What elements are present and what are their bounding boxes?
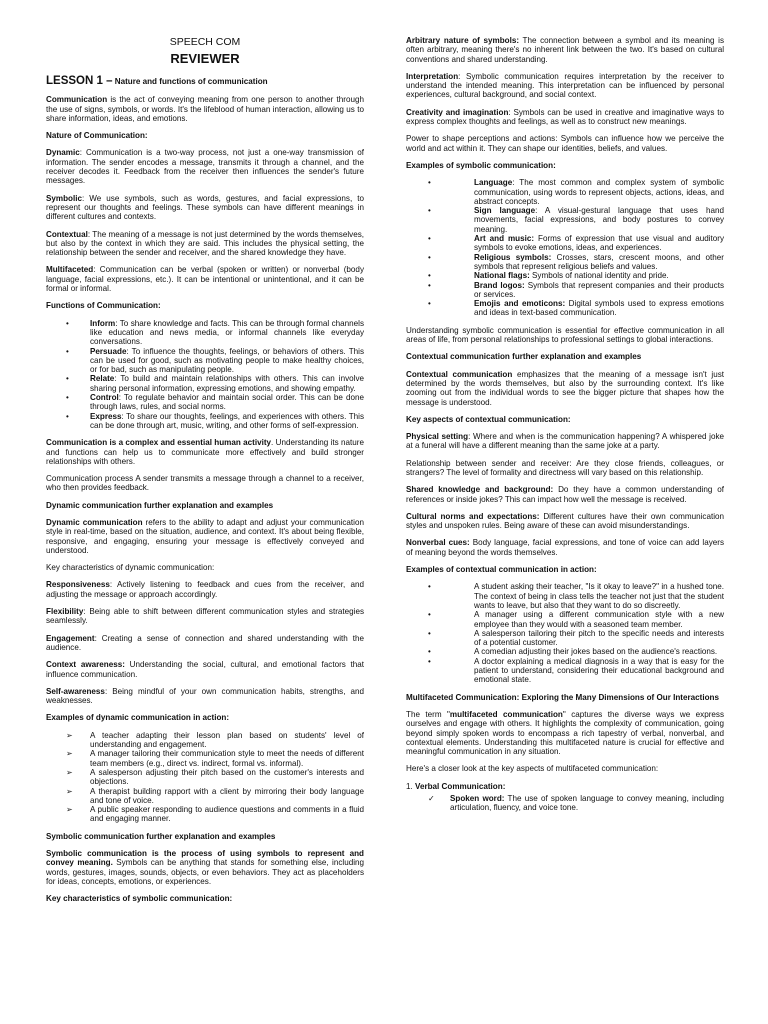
- list-item: [406, 647, 724, 656]
- arrow-bullet-icon: ➢: [66, 749, 73, 759]
- bullet-icon: •: [66, 374, 69, 384]
- contextual-aspect: [406, 485, 724, 504]
- item-text: Crosses, stars, crescent moons, and other symbols that represent religious beliefs and values.: [474, 252, 724, 271]
- term: Inform: [90, 318, 116, 328]
- paragraph-text: Understanding the social, cultural, and emotional factors that influence communication.: [46, 660, 365, 679]
- item-text: A comedian adjusting their jokes based on the audience's reactions.: [474, 647, 718, 657]
- power-paragraph: Power to shape perceptions and actions: Symbols can influence how we perceive the world and act within it. They can shape our identities, beliefs, and values.: [406, 134, 724, 153]
- term: Shared knowledge and background:: [406, 485, 554, 495]
- list-item: [406, 206, 724, 234]
- term: Language: [474, 178, 513, 188]
- paragraph-text: : Creating a sense of connection and shared understanding with the audience.: [46, 633, 364, 652]
- paragraph-text: : We use symbols, such as words, gestures, and facial expressions, to represent our thoughts and feelings. These symbols can have different meanings in different cultures and contexts.: [46, 193, 364, 222]
- symbolic-characteristic: [406, 108, 724, 127]
- term: Arbitrary nature of symbols:: [406, 36, 520, 45]
- term: Symbolic communication is the process of using symbols to represent and convey meaning.: [46, 849, 364, 868]
- dynamic-characteristic: [46, 580, 364, 599]
- item-text: : A visual-gestural language that uses hand movements, facial expressions, and body postures to convey meaning.: [474, 206, 724, 234]
- list-item: [406, 610, 724, 629]
- list-item: [46, 787, 364, 806]
- bullet-icon: •: [428, 628, 431, 638]
- bullet-icon: •: [428, 252, 431, 262]
- symbolic-key-heading: Key characteristics of symbolic communication:: [46, 894, 233, 904]
- dynamic-examples-list: [46, 731, 364, 824]
- paragraph-text: Body language, facial expressions, and tone of voice can add layers of meaning beyond the words themselves.: [406, 538, 724, 557]
- item-text: Symbols of national identity and pride.: [529, 271, 669, 281]
- paragraph-text: : Actively listening to feedback and cues from the receiver, and adjusting the message or approach accordingly.: [46, 580, 364, 599]
- symbolic-heading: Symbolic communication further explanation and examples: [46, 831, 276, 841]
- contextual-aspect: [406, 432, 724, 451]
- list-item: [406, 281, 724, 300]
- bullet-icon: •: [428, 271, 431, 281]
- item-text: : To share knowledge and facts. This can be through formal channels like education and news media, or informal channels like everyday conversations.: [90, 318, 364, 347]
- nature-heading: Nature of Communication:: [46, 131, 148, 141]
- paragraph-text: The term ": [406, 709, 450, 719]
- paragraph-text: : Communication can be verbal (spoken or written) or nonverbal (body language, facial expressions, etc.). It can be intentional or unintentional, and it can be formal or informal.: [46, 265, 364, 294]
- term: Creativity and imagination: [406, 107, 509, 117]
- left-column: [46, 36, 364, 911]
- paragraph-text: Relationship between sender and receiver: Are they close friends, colleagues, or strangers? The level of formality and directness will vary based on this relationship.: [406, 458, 724, 477]
- term: Context awareness:: [46, 660, 125, 670]
- term: Contextual: [46, 229, 88, 239]
- list-item: [46, 374, 364, 393]
- paragraph-text: : Where and when is the communication happening? A whispered joke at a funeral will have a different meaning than the same joke at a party.: [406, 432, 725, 451]
- contextual-aspect: [406, 512, 724, 531]
- lesson-title: Nature and functions of communication: [114, 77, 268, 86]
- list-item: [46, 731, 364, 750]
- functions-list: [46, 319, 364, 431]
- item-text: : The most common and complex system of symbolic communication, using words to represent objects, actions, ideas, and abstract concepts.: [474, 178, 724, 206]
- symbolic-characteristic: [406, 72, 724, 100]
- item-text: A manager using a different communication style with a new employee than they would with a seasoned team member.: [474, 610, 724, 629]
- term: Communication: [46, 95, 108, 105]
- nature-item: [46, 194, 364, 222]
- term: Art and music:: [474, 234, 535, 244]
- paragraph-text: : Symbolic communication requires interpretation by the receiver to understand the intended meaning. This interpretation can be influenced by personal experiences, cultural background, and social context.: [406, 71, 724, 100]
- list-item: [46, 412, 364, 431]
- paragraph-text: is the act of conveying meaning from one person to another through the use of signs, symbols, or words. It's the lifeblood of human interaction, allowing us to share information, ideas, and emotions.: [46, 95, 364, 123]
- symbolic-characteristic: [406, 36, 724, 64]
- bullet-icon: •: [66, 346, 69, 356]
- dynamic-characteristic: [46, 660, 364, 679]
- term: Physical setting: [406, 432, 469, 442]
- section-number: 1.: [406, 781, 415, 791]
- term: Multifaceted: [46, 265, 94, 275]
- list-item: [406, 582, 724, 610]
- term: Interpretation: [406, 71, 459, 81]
- symbolic-examples-heading: Examples of symbolic communication:: [406, 160, 556, 170]
- contextual-aspect: [406, 538, 724, 557]
- paragraph-text: : Symbols can be used in creative and imaginative ways to express complex thoughts and feelings, as well as to construct new meanings.: [406, 107, 724, 127]
- verbal-heading: [406, 782, 724, 791]
- closer-look-paragraph: Here's a closer look at the key aspects of multifaceted communication:: [406, 764, 659, 774]
- item-text: : To share our thoughts, feelings, and experiences with others. This can be done through art, music, writing, and other forms of self-expression.: [90, 411, 364, 430]
- item-text: : To influence the thoughts, feelings, or behaviors of others. This can be used for good, such as motivating people to make healthy choices, or for bad, such as manipulating people.: [90, 346, 364, 375]
- lesson-heading: [46, 77, 364, 86]
- term: Communication is a complex and essential human activity: [46, 438, 272, 448]
- term: Emojis and emoticons:: [474, 299, 566, 309]
- multifaceted-intro: [406, 710, 724, 756]
- arrow-bullet-icon: ➢: [66, 767, 73, 777]
- term: Cultural norms and expectations:: [406, 511, 540, 521]
- list-item: [406, 234, 724, 253]
- item-text: Forms of expression that use visual and auditory symbols to evoke emotions, ideas, and experiences.: [474, 234, 724, 253]
- term: Engagement: [46, 633, 95, 643]
- nature-item: [46, 265, 364, 293]
- dynamic-characteristic: [46, 634, 364, 653]
- list-item: [46, 805, 364, 824]
- bullet-icon: •: [428, 280, 431, 290]
- term: Symbolic: [46, 193, 82, 203]
- dynamic-heading: Dynamic communication further explanation and examples: [46, 500, 274, 510]
- dynamic-characteristic: [46, 607, 364, 626]
- term: Contextual communication: [406, 369, 513, 379]
- list-item: [406, 253, 724, 272]
- dynamic-examples-heading: Examples of dynamic communication in action:: [46, 713, 230, 723]
- arrow-bullet-icon: ➢: [66, 786, 73, 796]
- nature-item: [46, 230, 364, 258]
- contextual-key-heading: Key aspects of contextual communication:: [406, 414, 571, 424]
- contextual-intro: [406, 370, 724, 407]
- bullet-icon: •: [428, 234, 431, 244]
- paragraph-text: . Understanding its nature and functions can help us to communicate more effectively and build stronger relationships with others.: [46, 438, 364, 466]
- term: Religious symbols:: [474, 252, 552, 262]
- term: Relate: [90, 374, 115, 384]
- paragraph-text: : Communication is a two-way process, not just a one-way transmission of information. The sender encodes a message, transmits it through a channel, and the receiver decodes it. Feedback from the receiver then influences the sender's future messages.: [46, 148, 364, 186]
- paragraph-text: " captures the diverse ways we express ourselves and engage with others. It highlights the complexity of communication, going beyond simply spoken words to encompass a rich tapestry of verbal, nonverbal, and contextual elements. Understanding this multifaceted nature is crucial for effective and meaningful communication in any situation.: [406, 709, 724, 757]
- list-item: [406, 178, 724, 206]
- contextual-examples-heading: Examples of contextual communication in action:: [406, 565, 597, 575]
- term: Persuade: [90, 346, 127, 356]
- term: Dynamic communication: [46, 517, 143, 527]
- bullet-icon: •: [428, 299, 431, 309]
- symbolic-intro: [46, 849, 364, 886]
- item-text: A student asking their teacher, "Is it okay to leave?" in a hushed tone. The context of being in class tells the teacher not just that the student wants to leave, but also that they want to do so discreetly.: [474, 582, 724, 610]
- term: Control: [90, 393, 119, 403]
- term: Responsiveness: [46, 580, 110, 590]
- term: Nonverbal cues:: [406, 538, 470, 548]
- bullet-icon: •: [66, 393, 69, 403]
- item-text: A teacher adapting their lesson plan based on students' level of understanding and engagement.: [90, 730, 364, 750]
- item-text: : To build and maintain relationships with others. This can involve sharing personal information, expressing emotions, and showing empathy.: [90, 374, 364, 393]
- multifaceted-heading: Multifaceted Communication: Exploring the Many Dimensions of Our Interactions: [406, 692, 719, 702]
- term: Brand logos:: [474, 280, 525, 290]
- list-item: [406, 299, 724, 318]
- bullet-icon: •: [428, 206, 431, 216]
- contextual-examples-list: [406, 582, 724, 684]
- item-text: A salesperson adjusting their pitch based on the customer's interests and objections.: [90, 767, 364, 787]
- term: Spoken word:: [450, 794, 505, 803]
- paragraph-text: Different cultures have their own communication styles and unspoken rules. Being aware of these can avoid misunderstandings.: [406, 511, 724, 531]
- intro-paragraph: [46, 95, 364, 123]
- bullet-icon: •: [428, 656, 431, 666]
- right-column: [406, 36, 724, 821]
- item-text: A doctor explaining a medical diagnosis in a way that is easy for the patient to understand, considering their educational background and emotional state.: [474, 656, 724, 685]
- paragraph-text: Do they have a common understanding of references or inside jokes? This can impact how well the message is received.: [406, 485, 724, 504]
- list-item: [46, 319, 364, 347]
- functions-heading: Functions of Communication:: [46, 301, 161, 311]
- bullet-icon: •: [66, 411, 69, 421]
- bullet-icon: •: [428, 582, 431, 592]
- list-item: [46, 347, 364, 375]
- list-item: [46, 749, 364, 768]
- contextual-aspect: [406, 459, 724, 478]
- dynamic-key-label: Key characteristics of dynamic communication:: [46, 563, 215, 573]
- bullet-icon: •: [428, 178, 431, 188]
- item-text: A public speaker responding to audience questions and comments in a fluid and engaging manner.: [90, 805, 364, 824]
- list-item: [406, 657, 724, 685]
- list-item: [46, 768, 364, 787]
- bullet-icon: •: [66, 318, 69, 328]
- checkmark-icon: ✓: [428, 794, 435, 803]
- understanding-paragraph: Understanding symbolic communication is essential for effective communication in all areas of life, from personal relationships to professional settings to global interactions.: [406, 325, 724, 345]
- item-text: The use of spoken language to convey meaning, including articulation, fluency, and voice tone.: [450, 794, 725, 813]
- term: National flags:: [474, 271, 530, 281]
- dynamic-characteristic: [46, 687, 364, 706]
- document-title: SPEECH COM: [169, 36, 241, 48]
- paragraph-text: refers to the ability to adapt and adjust your communication style in real-time, based on the situation, audience, and context. It's about being flexible, responsive, and engaging, ensuring your message is effectively conveyed and understood.: [46, 517, 364, 555]
- list-item: [406, 794, 724, 813]
- complex-paragraph: [46, 438, 364, 466]
- symbolic-examples-list: [406, 178, 724, 317]
- item-text: A manager tailoring their communication style to meet the needs of different team members (e.g., direct vs. indirect, formal vs. informal).: [90, 749, 364, 768]
- nature-item: [46, 148, 364, 185]
- paragraph-text: The connection between a symbol and its meaning is often arbitrary, meaning there's no inherent link between the two. It's based on cultural conventions and shared understanding.: [406, 36, 724, 64]
- term: Flexibility: [46, 607, 84, 617]
- term: multifaceted communication: [449, 709, 563, 719]
- term: Self-awareness: [46, 686, 105, 696]
- contextual-heading: Contextual communication further explanation and examples: [406, 352, 642, 362]
- document-subtitle: REVIEWER: [170, 51, 240, 66]
- paragraph-text: : Being mindful of your own communication habits, strengths, and weaknesses.: [46, 686, 364, 706]
- arrow-bullet-icon: ➢: [66, 805, 73, 815]
- paragraph-text: : The meaning of a message is not just determined by the words themselves, but also by the context in which they are said. This includes the physical setting, the relationship between the sender and receiver, and the shared knowledge they have.: [46, 229, 364, 258]
- item-text: Digital symbols used to express emotions and ideas in text-based communication.: [474, 299, 724, 318]
- section-label: Verbal Communication:: [415, 781, 506, 791]
- term: Sign language: [474, 206, 536, 216]
- verbal-list: [406, 794, 724, 813]
- term: Dynamic: [46, 148, 80, 158]
- list-item: [46, 393, 364, 412]
- list-item: [406, 629, 724, 648]
- item-text: A salesperson tailoring their pitch to the specific needs and interests of a potential customer.: [474, 628, 724, 648]
- item-text: Symbols that represent companies and their products or services.: [474, 280, 724, 299]
- item-text: : To regulate behavior and maintain social order. This can be done through laws, rules, and social norms.: [90, 393, 364, 412]
- lesson-number: LESSON 1 –: [46, 75, 113, 87]
- bullet-icon: •: [428, 647, 431, 657]
- bullet-icon: •: [428, 610, 431, 620]
- paragraph-text: Symbols can be anything that stands for something else, including words, gestures, images, sounds, objects, or even behaviors. They act as placeholders for ideas, concepts, emotions, or experiences.: [46, 858, 365, 886]
- list-item: [406, 271, 724, 280]
- process-paragraph: Communication process A sender transmits a message through a channel to a receiver, who then provides feedback.: [46, 474, 364, 493]
- item-text: A therapist building rapport with a client by mirroring their body language and tone of voice.: [90, 786, 364, 805]
- paragraph-text: : Being able to shift between different communication styles and strategies seamlessly.: [46, 607, 364, 626]
- arrow-bullet-icon: ➢: [66, 730, 73, 740]
- term: Express: [90, 411, 122, 421]
- paragraph-text: emphasizes that the meaning of a message isn't just determined by the words themselves, but also by the surrounding context. It's like zooming out from the individual words to see the bigger picture that shapes how the message is understood.: [406, 369, 724, 407]
- dynamic-intro: [46, 518, 364, 555]
